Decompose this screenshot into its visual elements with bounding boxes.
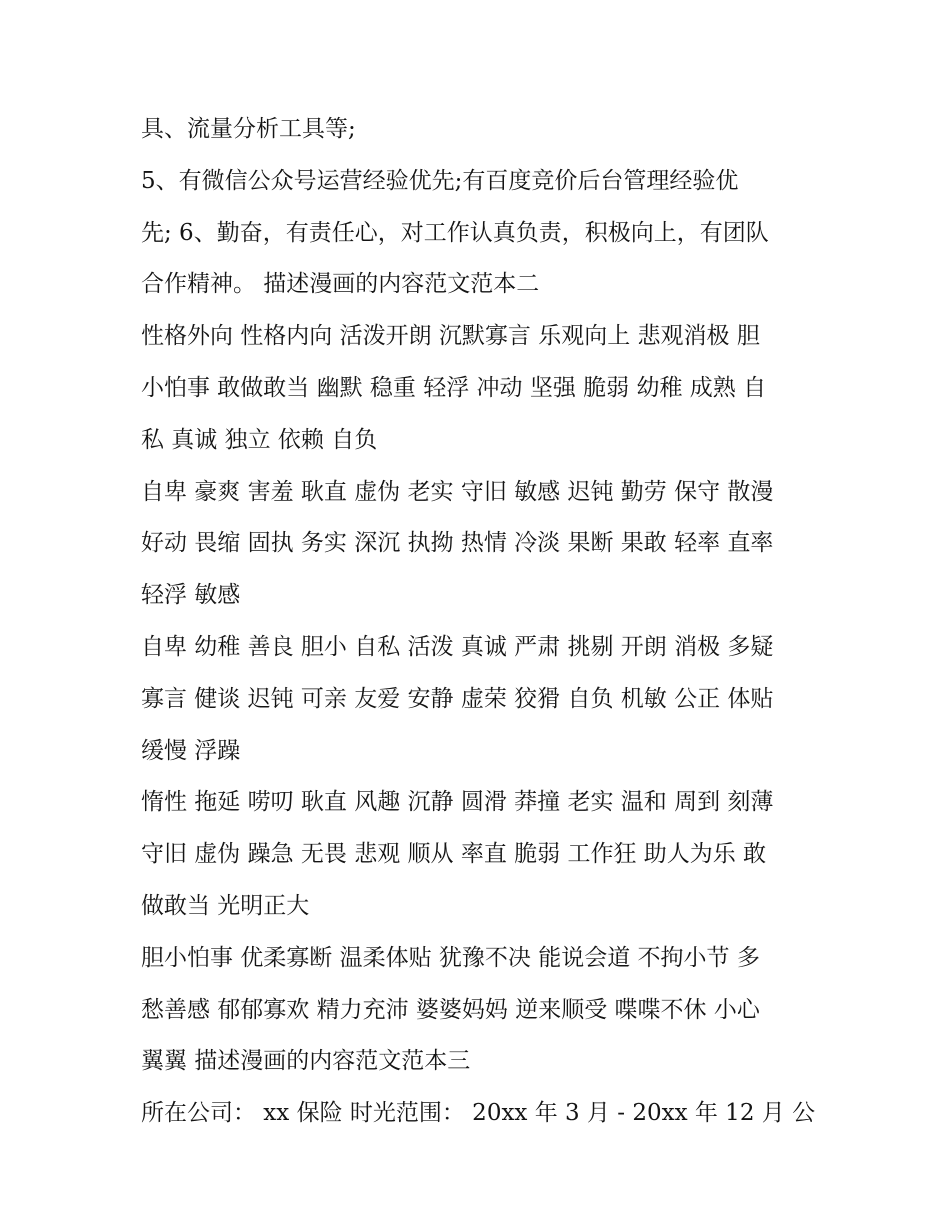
text-line: 5、有微信公众号运营经验优先;有百度竞价后台管理经验优	[141, 167, 739, 194]
text-line: 翼翼 描述漫画的内容范文范本三	[141, 1048, 471, 1075]
text-line: 好动 畏缩 固执 务实 深沉 执拗 热情 冷淡 果断 果敢 轻率 直率	[141, 530, 774, 557]
text-line: 缓慢 浮躁	[141, 737, 241, 764]
text-line: 私 真诚 独立 依赖 自负	[141, 426, 378, 453]
text-line: 寡言 健谈 迟钝 可亲 友爱 安静 虚荣 狡猾 自负 机敏 公正 体贴	[141, 685, 774, 712]
text-line: 小怕事 敢做敢当 幽默 稳重 轻浮 冲动 坚强 脆弱 幼稚 成熟 自	[141, 374, 767, 401]
text-line: 轻浮 敏感	[141, 582, 241, 609]
text-line: 所在公司： xx 保险 时光范围： 20xx 年 3 月 - 20xx 年 12 月 公	[141, 1100, 816, 1127]
text-line: 合作精神。 描述漫画的内容范文范本二	[141, 271, 540, 298]
text-line: 做敢当 光明正大	[141, 892, 310, 919]
text-line: 惰性 拖延 唠叨 耿直 风趣 沉静 圆滑 莽撞 老实 温和 周到 刻薄	[141, 789, 774, 816]
text-line: 胆小怕事 优柔寡断 温柔体贴 犹豫不决 能说会道 不拘小节 多	[141, 944, 760, 971]
text-line: 性格外向 性格内向 活泼开朗 沉默寡言 乐观向上 悲观消极 胆	[141, 323, 760, 350]
document-body	[141, 104, 821, 1140]
text-line: 自卑 豪爽 害羞 耿直 虚伪 老实 守旧 敏感 迟钝 勤劳 保守 散漫	[141, 478, 774, 505]
text-line: 先; 6、勤奋，有责任心，对工作认真负责，积极向上，有团队	[141, 219, 769, 246]
text-line: 自卑 幼稚 善良 胆小 自私 活泼 真诚 严肃 挑剔 开朗 消极 多疑	[141, 633, 774, 660]
text-line: 守旧 虚伪 躁急 无畏 悲观 顺从 率直 脆弱 工作狂 助人为乐 敢	[141, 841, 767, 868]
text-line: 具、流量分析工具等;	[141, 116, 356, 142]
text-line: 愁善感 郁郁寡欢 精力充沛 婆婆妈妈 逆来顺受 喋喋不休 小心	[141, 996, 760, 1023]
